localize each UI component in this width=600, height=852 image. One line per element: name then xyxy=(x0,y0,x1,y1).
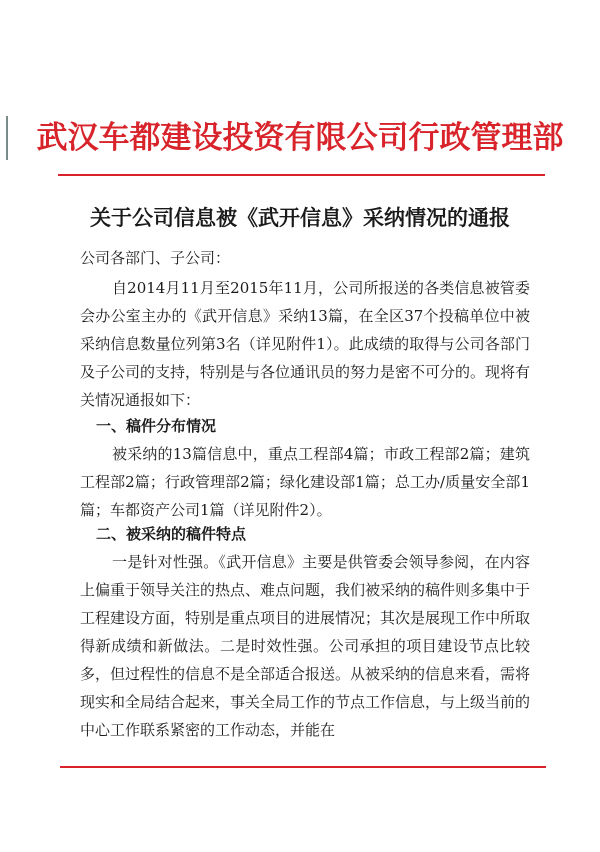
letterhead-red-rule xyxy=(58,174,545,176)
letterhead-org-name: 武汉车都建设投资有限公司行政管理部 xyxy=(36,120,564,156)
section-text-distribution: 被采纳的13篇信息中，重点工程部4篇；市政工程部2篇；建筑工程部2篇；行政管理部2篇；绿化建设部1篇；总工办/质量安全部1篇；车都资产公司1篇（详见附件2）。 xyxy=(80,445,530,519)
section-text-features: 一是针对性强。《武开信息》主要是供管委会领导参阅，在内容上偏重于领导关注的热点、难点问题，我们被采纳的稿件则多集中于工程建设方面，特别是重点项目的进展情况；其次是展现工作中所取得新成绩和新做法。二是时效性强。公司承担的项目建设节点比较多，但过程性的信息不是全部适合报送。从被采纳的信息来看，需将现实和全局结合起来，事关全局工作的节点工作信息，与上级当前的中心工作联系紧密的工作动态，并能在 xyxy=(80,553,531,739)
intro-paragraph: 自2014月11月至2015年11月，公司所报送的各类信息被管委会办公室主办的《武开信息》采纳13篇，在全区37个投稿单位中被采纳信息数量位列第3名（详见附件1）。此成绩的取得与公司各部门及子公司的支持，特别是与各位通讯员的努力是密不可分的。现将有关情况通报如下： xyxy=(80,279,531,409)
footer-red-rule xyxy=(60,766,546,768)
section-heading-distribution: 一、稿件分布情况 xyxy=(96,417,217,435)
notice-title: 关于公司信息被《武开信息》采纳情况的通报 xyxy=(90,205,510,230)
salutation: 公司各部门、子公司： xyxy=(80,249,231,267)
section-heading-features: 二、被采纳的稿件特点 xyxy=(96,525,247,543)
